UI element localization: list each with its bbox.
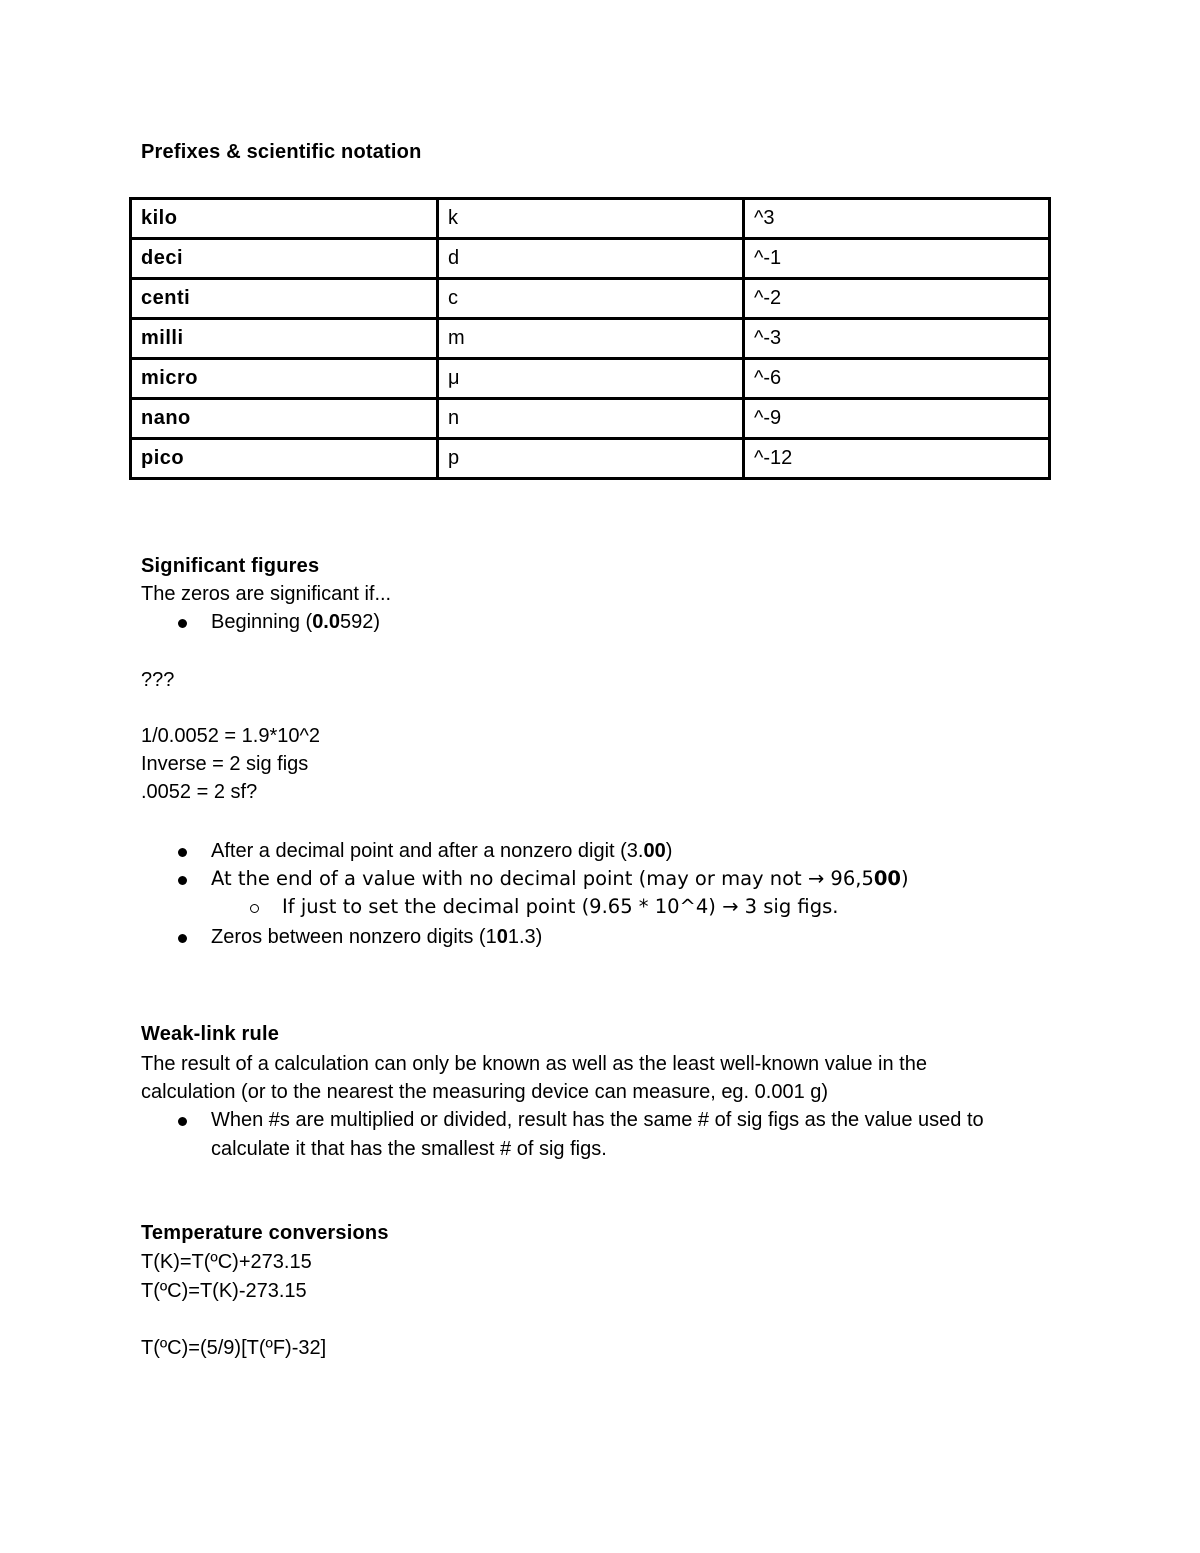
bullet-text: )	[665, 840, 673, 862]
prefix-power: ^-6	[744, 359, 1050, 399]
prefix-symbol: k	[438, 199, 744, 239]
list-item-continuation: calculate it that has the smallest # of sig figs.	[211, 1138, 607, 1160]
table-row	[131, 199, 1050, 239]
prefixes-heading: Prefixes & scientific notation	[141, 141, 422, 163]
prefix-power: ^-2	[744, 279, 1050, 319]
list-item: When #s are multiplied or divided, result has the same # of sig figs as the value used to	[211, 1109, 984, 1131]
paragraph-line: The result of a calculation can only be known as well as the least well-known value in the	[141, 1053, 927, 1075]
bullet-bold-text: 0	[496, 926, 508, 948]
calc-line: 1/0.0052 = 1.9*10^2	[141, 725, 320, 747]
prefix-power: ^-9	[744, 399, 1050, 439]
prefix-name: pico	[131, 439, 438, 479]
list-item	[211, 865, 909, 893]
bullet-icon	[178, 1117, 187, 1126]
bullet-icon	[178, 934, 187, 943]
bullet-icon	[178, 619, 187, 628]
bullet-text: After a decimal point and after a nonzero digit (3.	[211, 840, 644, 862]
paragraph-line: calculation (or to the nearest the measuring device can measure, eg. 0.001 g)	[141, 1081, 829, 1103]
prefix-power: ^-12	[744, 439, 1050, 479]
list-item	[211, 923, 542, 951]
prefix-name: nano	[131, 399, 438, 439]
sig-figs-intro: The zeros are significant if...	[141, 583, 392, 605]
sub-bullet-icon	[250, 904, 259, 913]
temperature-heading: Temperature conversions	[141, 1222, 389, 1244]
prefix-symbol: n	[438, 399, 744, 439]
prefix-symbol: p	[438, 439, 744, 479]
formula-line: T(K)=T(ºC)+273.15	[141, 1251, 312, 1273]
bullet-text: 1.3)	[507, 926, 543, 948]
weak-link-heading: Weak-link rule	[141, 1023, 280, 1045]
prefix-power: ^-1	[744, 239, 1050, 279]
prefix-table	[129, 197, 1048, 480]
bullet-text: 592)	[340, 611, 381, 633]
sub-list-item: If just to set the decimal point (9.65 * 10^4) → 3 sig figs.	[282, 895, 839, 918]
bullet-icon	[178, 876, 187, 885]
formula-line: T(ºC)=T(K)-273.15	[141, 1280, 307, 1302]
formula-line: T(ºC)=(5/9)[T(ºF)-32]	[141, 1337, 327, 1359]
question-text: ???	[141, 669, 175, 691]
bullet-text: Zeros between nonzero digits (1	[211, 926, 497, 948]
bullet-bold-text: 00	[643, 840, 666, 862]
prefix-name: kilo	[131, 199, 438, 239]
table-row	[131, 399, 1050, 439]
bullet-text: At the end of a value with no decimal point (may or may not → 96,5	[211, 867, 874, 890]
bullet-text: Beginning (	[211, 611, 313, 633]
table-row	[131, 439, 1050, 479]
prefix-symbol: c	[438, 279, 744, 319]
table-row	[131, 279, 1050, 319]
calc-line: .0052 = 2 sf?	[141, 781, 258, 803]
prefix-name: micro	[131, 359, 438, 399]
prefix-name: deci	[131, 239, 438, 279]
prefix-name: milli	[131, 319, 438, 359]
bullet-bold-text: 00	[873, 867, 901, 890]
prefix-symbol: μ	[438, 359, 744, 399]
bullet-icon	[178, 848, 187, 857]
sig-figs-heading: Significant figures	[141, 555, 320, 577]
list-item	[211, 608, 380, 636]
calc-line: Inverse = 2 sig figs	[141, 753, 309, 775]
bullet-bold-text: 0.0	[312, 611, 340, 633]
table-row	[131, 319, 1050, 359]
list-item	[211, 837, 672, 865]
prefix-name: centi	[131, 279, 438, 319]
table-row	[131, 359, 1050, 399]
prefix-power: ^3	[744, 199, 1050, 239]
table-row	[131, 239, 1050, 279]
prefix-symbol: d	[438, 239, 744, 279]
prefix-symbol: m	[438, 319, 744, 359]
prefix-power: ^-3	[744, 319, 1050, 359]
bullet-text: )	[901, 867, 909, 890]
